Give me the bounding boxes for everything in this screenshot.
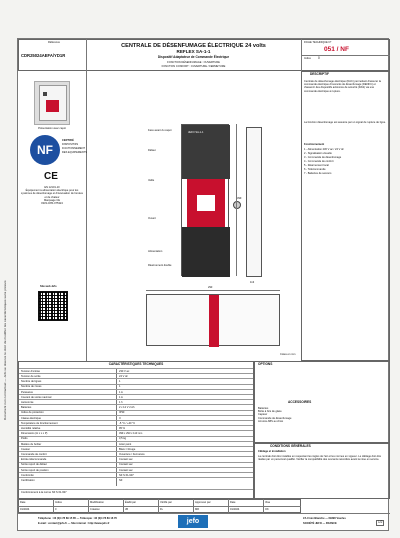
spec-row: Dimensions (H x L x P) 399 x 293 x 113 mm [19, 430, 253, 435]
rev-header: Visa [265, 500, 270, 504]
footer-company-1: ZA Croix Blanche — 69390 Vourles [303, 517, 346, 520]
bottom-note: Cotes en mm [280, 353, 296, 356]
device-side [246, 127, 262, 277]
spec-row: Puissance 1 A [19, 389, 253, 394]
spec-row: Batteries 2 x 12 V 2 Ah [19, 404, 253, 409]
spec-row: Conformité NF S 61-937 [19, 472, 253, 477]
spec-row: Entrée télécommande Contact sec [19, 456, 253, 461]
rev-header: Date [20, 500, 26, 504]
rev-cell: MR [195, 507, 200, 511]
device-bottom [146, 294, 280, 346]
spec-row: Sortie report de position Contact sec [19, 467, 253, 472]
rev-header: Vérifié par [160, 500, 172, 504]
rev-cell: OK [265, 507, 269, 511]
spec-row: Nombre de lignes 1 [19, 378, 253, 383]
general-title: CONDITIONS GÉNÉRALES [270, 444, 311, 448]
spec-row: Matière du boîtier Acier peint [19, 441, 253, 446]
footer-company-2: SOCIÉTÉ JEFO — FRANCE [303, 522, 337, 525]
spec-row: Couleur Blanc / Rouge [19, 446, 253, 451]
spec-row: Courant de sortie maximal 1 A [19, 394, 253, 399]
product-photo [34, 81, 70, 125]
title-function1: FONCTION DÉSENFUMAGE : OUVERTURE [167, 61, 220, 64]
nf-logo: NF [30, 135, 60, 165]
ce-text: EN 12101-10 Équipement à alimentation électrique pour les systèmes de désenfumage et d'évacuation de fumées et de chaleur Marquage CE 0333-CPR-075324 [21, 186, 83, 206]
datasheet-page [17, 38, 389, 531]
description-item: 4 - Commande de confort [304, 160, 334, 163]
title-function2: FONCTION CONFORT : OUVERTURE / FERMETURE [161, 65, 226, 68]
label-reset: Réarmement double [148, 264, 172, 267]
dim-height: 399 [237, 197, 242, 200]
description-title: DESCRIPTIF [310, 72, 329, 76]
title-main: CENTRALE DE DÉSENFUMAGE ÉLECTRIQUE 24 volts [121, 43, 266, 49]
website-label: Site web Jefo [40, 285, 57, 288]
general-text: La centrale doit être installée en respectant les règles de l'art et les normes en vigueur. Le câblage doit être réalisé par un personnel qualifié. Vérifier la compatibilité des ouvrants raccordés avant la mise en service. [258, 455, 382, 462]
spec-row: Sortie report de défaut Contact sec [19, 462, 253, 467]
general-subtitle: Câblage et installation [258, 450, 286, 453]
spec-row: Poids 3,5 kg [19, 436, 253, 441]
rev-cell: JB [125, 507, 129, 511]
nf-cert-4: DES EQUIPEMENTS [62, 151, 87, 154]
knob-icon [233, 201, 241, 209]
side-note: Document non contractuel — Jefo se réserve le droit de modifier les caractéristiques sans préavis [3, 280, 7, 420]
spec-row: Tension d'entrée 230 V ac [19, 368, 253, 373]
description-item: 7 - Batteries de secours [304, 172, 332, 175]
reference-value: CDR25024AEFA/YD1R [21, 53, 66, 58]
footer-phone: Téléphone : 33 (0)4 78 89 15 85 — Télécopie : 33 (0)4 78 89 16 76 [38, 517, 117, 520]
index-value: 0 [318, 56, 320, 60]
device-brand: JEFO SA-1-1 [188, 131, 204, 134]
label-front-cover: Face avant du capot [148, 129, 172, 132]
spec-row: Autonomie 1 h [19, 399, 253, 404]
title-desc: Dispositif Adaptateur de Commande Électrique [157, 55, 230, 59]
spec-row: Tension de sortie 24 V dc [19, 373, 253, 378]
page-number: 1/2 [378, 520, 383, 524]
description-para1: Centrale de désenfumage électrique (DAC) permettant d'assurer la commande électrique d'ouvrants de désenfumage (DENFC) et d'asservir des dispositifs actionnés de sécurité (DAS) via une commande électrique à rupture. [304, 80, 381, 93]
index-label: Indice [304, 57, 311, 60]
options-title: OPTIONS [258, 362, 273, 366]
rev-header: Modification [90, 500, 104, 504]
nf-cert-3: D'ACTIONNEMENT [62, 147, 86, 150]
description-item: 6 - Télécommande [304, 168, 326, 171]
spec-row: Commande de confort Ouverture / Fermeture [19, 451, 253, 456]
rev-header: Indice [55, 500, 62, 504]
reference-label: Référence [48, 41, 60, 44]
spec-row: Indice de protection IP30 [19, 410, 253, 415]
rev-cell: 01/2024 [20, 507, 30, 511]
description-item: 1 - Alimentation 230 V ac / 24 V dc [304, 148, 344, 151]
spec-row: Certification NF [19, 477, 253, 482]
rev-cell: 0 [55, 507, 57, 511]
rev-cell: 01/2024 [230, 507, 240, 511]
label-open: Ouvert [148, 217, 156, 220]
accessories-title: ACCESSOIRES [288, 400, 312, 404]
description-frame [301, 71, 390, 361]
nf-cert-1: CERTIFIÉ [62, 139, 74, 142]
spec-row: Classe électrique II [19, 415, 253, 420]
description-item: 2 - Signalisation visuelle [304, 152, 332, 155]
description-list-title: Fonctionnement [304, 143, 325, 146]
label-alarm: Alimentation [148, 250, 163, 253]
sheet-label: FICHE TECHNIQUE N° [304, 41, 332, 44]
spec-row: Nombre de zones 1 [19, 384, 253, 389]
label-vent: Veille [148, 179, 155, 182]
product-caption: Présentation avec capot [38, 127, 66, 130]
dim-width: 293 [208, 286, 213, 289]
spec-row: Température de fonctionnement -5 °C / +40 °C [19, 420, 253, 425]
rev-cell: Création [90, 507, 100, 511]
footer-email: E-mail : contact@jefo.fr — Site internet : http://www.jefo.fr [38, 522, 110, 525]
specs-table [18, 361, 254, 499]
rev-header: Approuvé par [195, 500, 211, 504]
device-front [181, 124, 229, 276]
description-item: 5 - Réarmement local [304, 164, 329, 167]
spec-row: Humidité relative 95 % [19, 425, 253, 430]
nf-cert-2: DISPOSITIFS [62, 143, 79, 146]
description-para2: La fonction désenfumage est assurée par un signal de rupture de ligne. [304, 121, 386, 124]
title-model: REFLEX SA-1-1 [176, 49, 211, 54]
rev-header: Date [230, 500, 236, 504]
sheet-number: 051 / NF [324, 46, 349, 53]
options-frame [254, 361, 390, 443]
jefo-logo: jefo [178, 515, 208, 528]
specs-title: CARACTÉRISTIQUES TECHNIQUES [108, 362, 164, 366]
ce-mark: CE [44, 171, 58, 182]
rev-header: Établi par [125, 500, 136, 504]
description-item: 3 - Commande de désenfumage [304, 156, 342, 159]
qr-code[interactable] [38, 291, 68, 321]
dim-depth: 113 [250, 281, 255, 284]
label-fuse: Défaut [148, 149, 156, 152]
rev-cell: FL [160, 507, 164, 511]
spec-footer: Conformément à la norme NF S 61-937 [19, 489, 253, 494]
accessories-list: Batteries Boîte à bris de glace Capteur Commande de désenfumage Armoire ABS au choix [258, 407, 292, 423]
